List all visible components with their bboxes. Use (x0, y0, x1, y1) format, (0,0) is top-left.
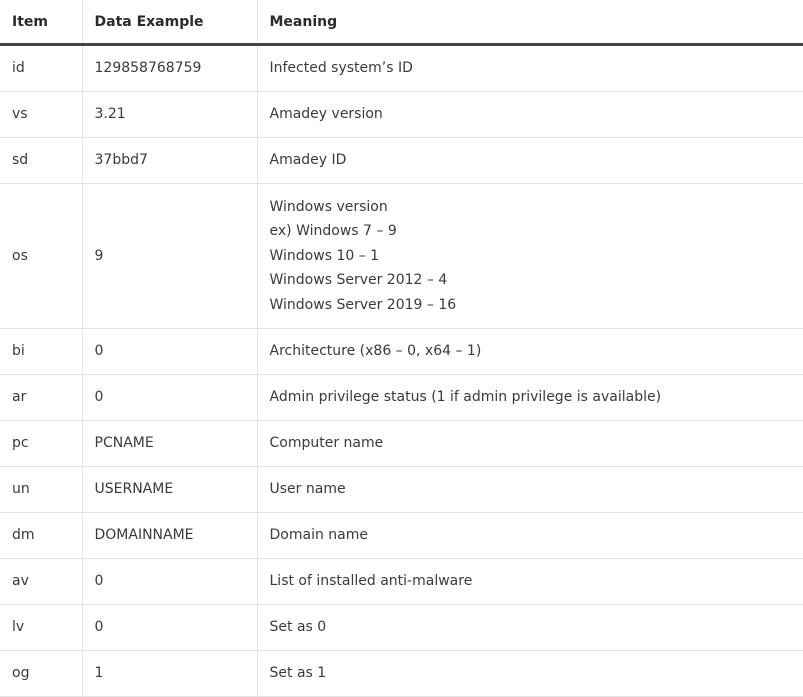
table-header (0, 0, 803, 45)
cell-meaning (257, 651, 803, 697)
cell-item: dm (0, 513, 82, 559)
cell-meaning (257, 605, 803, 651)
table-row (0, 92, 803, 138)
cell-data-example: 0 (82, 329, 257, 375)
table-body (0, 45, 803, 697)
table-row (0, 375, 803, 421)
cell-meaning (257, 375, 803, 421)
header-data-example: Data Example (82, 0, 257, 45)
cell-meaning (257, 513, 803, 559)
cell-item: id (0, 45, 82, 92)
table-row (0, 559, 803, 605)
cell-meaning (257, 138, 803, 184)
meaning-line: Architecture (x86 – 0, x64 – 1) (269, 343, 482, 360)
cell-item: os (0, 184, 82, 329)
meaning-line: Set as 1 (269, 665, 327, 682)
meaning-line: Windows Server 2019 – 16 (269, 296, 457, 313)
meaning-line: Amadey version (269, 106, 383, 123)
cell-item: bi (0, 329, 82, 375)
cell-data-example: 9 (82, 184, 257, 329)
table-row (0, 421, 803, 467)
meaning-line: Windows Server 2012 – 4 (269, 272, 448, 289)
table-row (0, 651, 803, 697)
cell-meaning (257, 184, 803, 329)
cell-item: vs (0, 92, 82, 138)
cell-meaning (257, 467, 803, 513)
meaning-line: ex) Windows 7 – 9 (269, 223, 397, 240)
table-row (0, 184, 803, 329)
header-item: Item (0, 0, 82, 45)
table-row (0, 138, 803, 184)
cell-meaning (257, 559, 803, 605)
cell-meaning (257, 92, 803, 138)
meaning-line: Set as 0 (269, 619, 327, 636)
table-row (0, 467, 803, 513)
header-row (0, 0, 803, 45)
cell-data-example: 0 (82, 375, 257, 421)
cell-item: ar (0, 375, 82, 421)
meaning-line: Infected system’s ID (269, 60, 413, 77)
cell-meaning (257, 329, 803, 375)
cell-data-example: DOMAINNAME (82, 513, 257, 559)
cell-data-example: PCNAME (82, 421, 257, 467)
table-row (0, 605, 803, 651)
cell-data-example: USERNAME (82, 467, 257, 513)
cell-meaning (257, 45, 803, 92)
meaning-line: Admin privilege status (1 if admin privilege is available) (269, 389, 662, 406)
meaning-line: Windows 10 – 1 (269, 247, 380, 264)
cell-item: av (0, 559, 82, 605)
table-row (0, 329, 803, 375)
cell-item: og (0, 651, 82, 697)
meaning-line: List of installed anti-malware (269, 573, 473, 590)
table-row (0, 45, 803, 92)
header-meaning: Meaning (257, 0, 803, 45)
cell-item: sd (0, 138, 82, 184)
cell-meaning (257, 421, 803, 467)
cell-item: lv (0, 605, 82, 651)
meaning-line: Amadey ID (269, 152, 347, 169)
cell-data-example: 3.21 (82, 92, 257, 138)
meaning-line: Computer name (269, 435, 384, 452)
cell-data-example: 1 (82, 651, 257, 697)
meaning-line: User name (269, 481, 346, 498)
table-row (0, 513, 803, 559)
meaning-line: Domain name (269, 527, 368, 544)
meaning-line: Windows version (269, 198, 388, 215)
cell-data-example: 37bbd7 (82, 138, 257, 184)
cell-data-example: 0 (82, 605, 257, 651)
cell-data-example: 0 (82, 559, 257, 605)
cell-data-example: 129858768759 (82, 45, 257, 92)
cell-item: un (0, 467, 82, 513)
cell-item: pc (0, 421, 82, 467)
